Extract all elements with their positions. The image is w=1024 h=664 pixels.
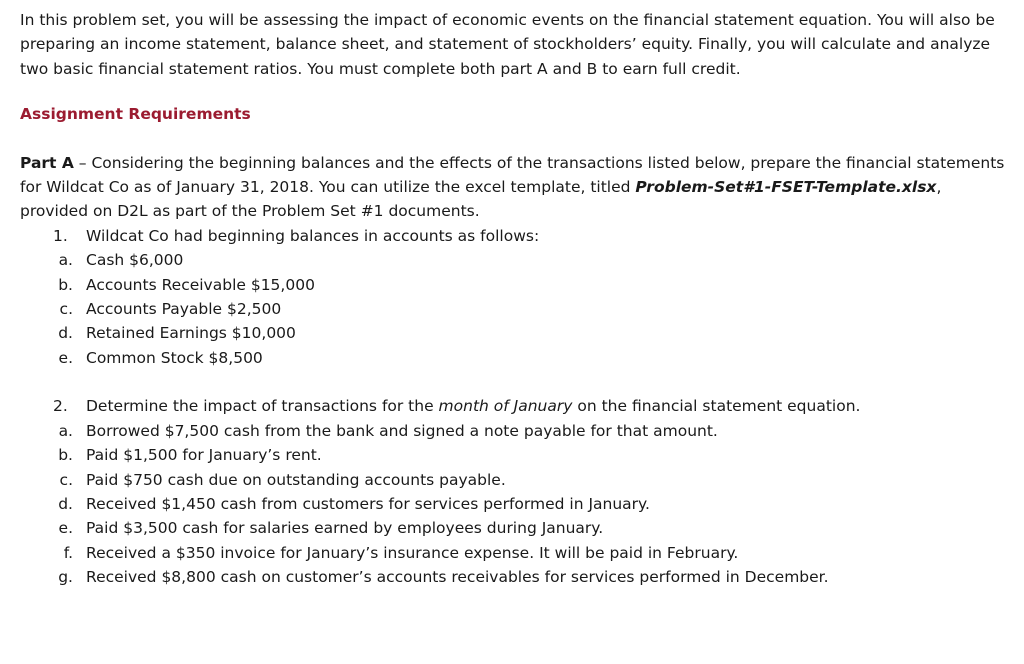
transactions-list — [20, 419, 1010, 590]
sub-letter: e. — [58, 348, 73, 367]
part-a-text: – Considering the beginning balances and the effects of the transactions listed below, prepare the financial statements for Wildcat Co as of January 31, 2018. You can utilize the excel template, titled — [20, 153, 1005, 197]
list-item-text-end: on the financial statement equation. — [572, 397, 861, 416]
sub-text: Received $8,800 cash on customer’s accounts receivables for services performed in December. — [86, 568, 829, 587]
list-item — [20, 297, 1010, 321]
sub-text: Borrowed $7,500 cash from the bank and signed a note payable for that amount. — [86, 421, 718, 440]
list-item — [20, 419, 1010, 443]
sub-letter: f. — [63, 543, 73, 562]
sub-letter: b. — [58, 446, 73, 465]
sub-letter: c. — [59, 470, 73, 489]
list-item — [20, 273, 1010, 297]
list-item — [20, 443, 1010, 467]
list-item — [20, 468, 1010, 492]
list-number: 2. — [53, 397, 68, 416]
sub-text: Received a $350 invoice for January’s insurance expense. It will be paid in February. — [86, 543, 739, 562]
list-item — [20, 516, 1010, 540]
sub-letter: a. — [58, 421, 73, 440]
sub-text: Accounts Receivable $15,000 — [86, 275, 315, 294]
sub-text: Common Stock $8,500 — [86, 348, 263, 367]
document — [20, 8, 1010, 590]
template-file-name: Problem-Set#1-FSET-Template.xlsx — [635, 178, 937, 197]
sub-text: Received $1,450 cash from customers for services performed in January. — [86, 494, 650, 513]
list-item — [20, 541, 1010, 565]
sub-text: Cash $6,000 — [86, 251, 184, 270]
sub-text: Paid $3,500 cash for salaries earned by employees during January. — [86, 519, 604, 538]
part-a-text-end: , provided on D2L as part of the Problem Set #1 documents. — [20, 178, 942, 221]
sub-letter: d. — [58, 494, 73, 513]
list-item-text-italic: month of January — [438, 397, 573, 416]
list-number: 1. — [53, 226, 68, 245]
sub-letter: a. — [58, 251, 73, 270]
list-item-1 — [20, 224, 1010, 370]
sub-text: Paid $750 cash due on outstanding accounts payable. — [86, 470, 506, 489]
part-a-paragraph — [20, 151, 1010, 224]
sub-text: Retained Earnings $10,000 — [86, 324, 296, 343]
sub-letter: d. — [58, 324, 73, 343]
list-item — [20, 321, 1010, 345]
list-item — [20, 565, 1010, 589]
list-item — [20, 346, 1010, 370]
beginning-balances-list — [20, 248, 1010, 370]
sub-letter: b. — [58, 275, 73, 294]
list-item-2 — [20, 394, 1010, 589]
sub-text: Paid $1,500 for January’s rent. — [86, 446, 322, 465]
sub-text: Accounts Payable $2,500 — [86, 300, 282, 319]
requirements-list — [20, 224, 1010, 590]
section-heading: Assignment Requirements — [20, 105, 251, 124]
sub-letter: e. — [58, 519, 73, 538]
part-a-label: Part A — [20, 153, 74, 172]
list-item-text: Wildcat Co had beginning balances in accounts as follows: — [86, 226, 540, 245]
list-item — [20, 492, 1010, 516]
list-item-text: Determine the impact of transactions for the — [86, 397, 439, 416]
intro-paragraph: In this problem set, you will be assessing the impact of economic events on the financial statement equation. You will also be preparing an income statement, balance sheet, and statement of stockholders’ equity. Finally, you will calculate and analyze two basic financial statement ratios. You must complete both part A and B to earn full credit. — [20, 11, 995, 78]
sub-letter: g. — [58, 568, 73, 587]
list-item — [20, 248, 1010, 272]
sub-letter: c. — [59, 300, 73, 319]
